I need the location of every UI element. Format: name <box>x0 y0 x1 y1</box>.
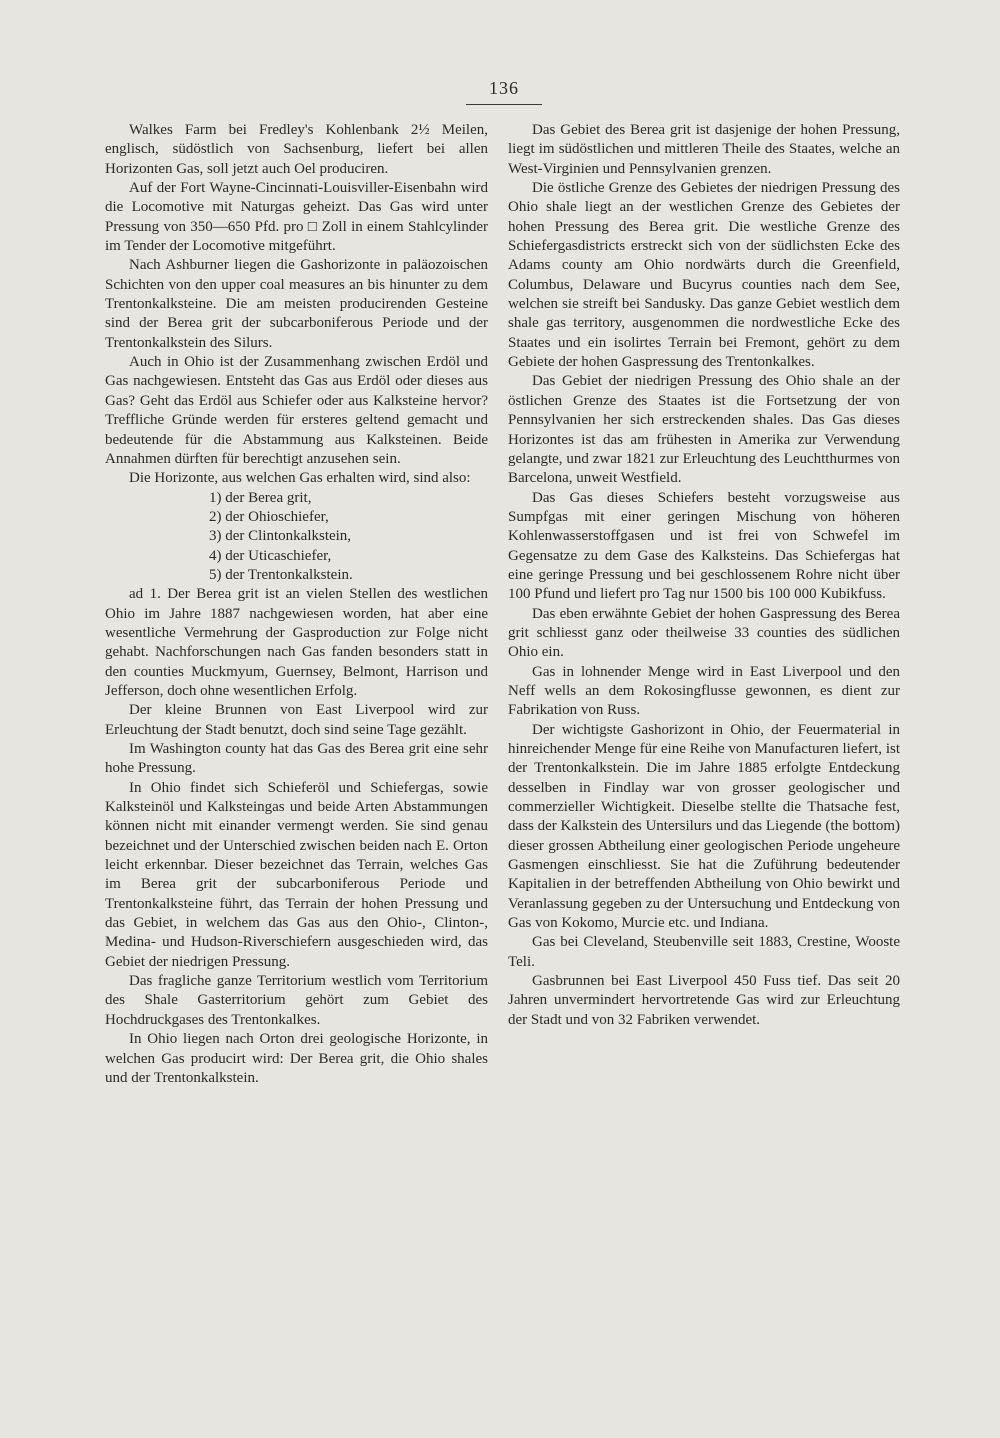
paragraph-east-liverpool: Der kleine Brunnen von East Liverpool wird zur Erleuchtung der Stadt benutzt, doch sind seine Tage gezählt. <box>105 702 488 738</box>
horizon-list <box>105 489 488 586</box>
paragraph-horizonte-intro: Die Horizonte, aus welchen Gas erhalten wird, sind also: <box>129 470 471 487</box>
paragraph-hohe-gaspressung: Das eben erwähnte Gebiet der hohen Gaspressung des Berea grit schliesst ganz oder theilweise 33 counties des südlichen Ohio ein. <box>508 605 900 661</box>
paragraph-washington-county: Im Washington county hat das Gas des Berea grit eine sehr hohe Pressung. <box>105 741 488 777</box>
list-item: 4) der Uticaschiefer, <box>209 547 332 564</box>
paragraph-ashburner: Nach Ashburner liegen die Gashorizonte in paläozoischen Schichten von den upper coal measures an bis hinunter zu dem Trentonkalksteine. Die am meisten producirenden Gesteine sind der Berea grit der subcarboniferous Periode und der Trentonkalkstein des Silurs. <box>105 257 488 351</box>
paragraph-ad-1: ad 1. Der Berea grit ist an vielen Stellen des westlichen Ohio im Jahre 1887 nachgewiesen worden, hat aber eine wesentliche Vermehrung der Gasproduction zur Folge nicht gehabt. Nachforschungen nach Gas fanden besonders statt in den counties Muckmyum, Guernsey, Belmont, Harrison und Jefferson, doch ohne wesentlichen Erfolg. <box>105 586 488 699</box>
paragraph-oestliche-grenze: Die östliche Grenze des Gebietes der niedrigen Pressung des Ohio shale liegt an der westlichen Grenze des Gebietes der hohen Pressung des Berea grit. Die westliche Grenze des Schiefergasdistricts erstreckt sich von der südlichsten Ecke des Adams county am Ohio nordwärts durch die Greenfield, Columbus, Delaware und Bucyrus counties nach dem See, welchen sie streift bei Sandusky. Das ganze Gebiet westlich dem shale gas territory, ausgenommen die nordwestliche Ecke des Staates und ein isolirtes Terrain bei Fremont, gehört zu dem Gebiete der hohen Gaspressung des Trentonkalkes. <box>508 180 900 371</box>
paragraph-erdoel-gas: Auch in Ohio ist der Zusammenhang zwischen Erdöl und Gas nachgewiesen. Entsteht das Gas aus Erdöl oder dieses aus Gas? Geht das Erdöl aus Schiefer oder aus Kalksteine hervor? Treffliche Gründe werden für ersteres geltend gemacht und bedeutende für die Abstammung aus Kalksteinen. Beide Annahmen dürften für berechtigt anzusehen sein. <box>105 354 488 467</box>
paragraph-walkes-farm: Walkes Farm bei Fredley's Kohlenbank 2½ Meilen, englisch, südöstlich von Sachsenburg, liefert bei allen Horizonten Gas, soll jetzt auch Oel produciren. <box>105 122 488 177</box>
paragraph-berea-grit: Das Gebiet des Berea grit ist dasjenige der hohen Pressung, liegt im südöstlichen und mittleren Theile des Staates, welche an West-Virginien und Pennsylvanien grenzen. <box>508 122 900 177</box>
paragraph-trentonkalkstein: Der wichtigste Gashorizont in Ohio, der Feuermaterial in hinreichender Menge für eine Reihe von Manufacturen liefert, ist der Trentonkalkstein. Die im Jahre 1885 erfolgte Entdeckung desselben in Findlay war von grosser geologischer und commerzieller Wichtigkeit. Dieselbe stellte die Thatsache fest, dass der Kalkstein des Untersilurs und das Liegende (the bottom) dieser grossen Abtheilung einer geologischen Periode ungeheure Gasmengen einschliesst. Sie hat die Zuführung bedeutender Kapitalien in der betreffenden Abtheilung von Ohio bewirkt und Veranlassung gegeben zu der Untersuchung und Entdeckung von Gas von Kokomo, Murcie etc. und Indiana. <box>508 721 900 932</box>
paragraph-territorium: Das fragliche ganze Territorium westlich vom Territorium des Shale Gasterritorium gehört zum Gebiet des Hochdruckgases des Trentonkalkes. <box>105 973 488 1028</box>
page-number: 136 <box>489 78 519 98</box>
paragraph-cleveland: Gas bei Cleveland, Steubenville seit 1883, Crestine, Wooste Teli. <box>508 934 900 970</box>
paragraph-schieferoel: In Ohio findet sich Schieferöl und Schiefergas, sowie Kalksteinöl und Kalksteingas und beide Arten Abstammungen können nicht mit einander vermengt werden. Sie sind genau bezeichnet und der Unterschied zwischen beiden nach E. Orton leicht erkennbar. Dieser bezeichnet das Terrain, welches Gas im Berea grit der subcarboniferous Periode und Trentonkalksteine führt, das Terrain der hohen Pressung und das Gebiet, in welchem das Gas aus den Ohio-, Clinton-, Medina- und Hudson-Riverschiefern ausgeschieden wird, das Gebiet der niedrigen Pressung. <box>105 779 488 970</box>
left-column <box>105 121 488 1088</box>
paragraph-orton-horizonte: In Ohio liegen nach Orton drei geologische Horizonte, in welchen Gas producirt wird: Der Berea grit, die Ohio shales und der Trentonkalkstein. <box>105 1031 488 1086</box>
paragraph-schiefer-gas: Das Gas dieses Schiefers besteht vorzugsweise aus Sumpfgas mit einer geringen Mischung von höheren Kohlenwasserstoffgasen und ist frei von Schwefel im Gegensatze zu dem Gase des Kalksteins. Das Schiefergas hat eine geringe Pressung und bei geschlossenem Rohre nicht über 100 Pfund und liefert pro Tag nur 1500 bis 100 000 Kubikfuss. <box>508 489 900 603</box>
header-rule <box>466 104 542 105</box>
list-item: 3) der Clintonkalkstein, <box>209 528 352 545</box>
paragraph-niedrige-pressung: Das Gebiet der niedrigen Pressung des Ohio shale an der östlichen Grenze des Staates ist die Fortsetzung der von Pennsylvanien her sich erstreckenden shales. Das Gas dieses Horizontes ist das am frühesten in Amerika zur Verwendung gelangte, und zwar 1821 zur Erleuchtung des Leuchtthurmes von Barcelona, unweit Westfield. <box>508 373 900 487</box>
list-item: 5) der Trentonkalkstein. <box>209 566 353 583</box>
paragraph-gasbrunnen: Gasbrunnen bei East Liverpool 450 Fuss tief. Das seit 20 Jahren unvermindert hervortretende Gas wird zur Erleuchtung der Stadt und von 32 Fabriken verwendet. <box>508 973 900 1028</box>
list-item: 1) der Berea grit, <box>209 489 312 506</box>
paragraph-locomotive: Auf der Fort Wayne-Cincinnati-Louisviller-Eisenbahn wird die Locomotive mit Naturgas geheizt. Das Gas wird unter Pressung von 350—650 Pfd. pro □ Zoll in einem Stahlcylinder im Tender der Locomotive mitgeführt. <box>105 180 488 255</box>
list-item: 2) der Ohioschiefer, <box>209 508 329 525</box>
right-column <box>508 121 900 1030</box>
paragraph-lohnende-menge: Gas in lohnender Menge wird in East Liverpool und den Neff wells an dem Rokosingflusse gewonnen, es dient zur Fabrikation von Russ. <box>508 663 900 719</box>
